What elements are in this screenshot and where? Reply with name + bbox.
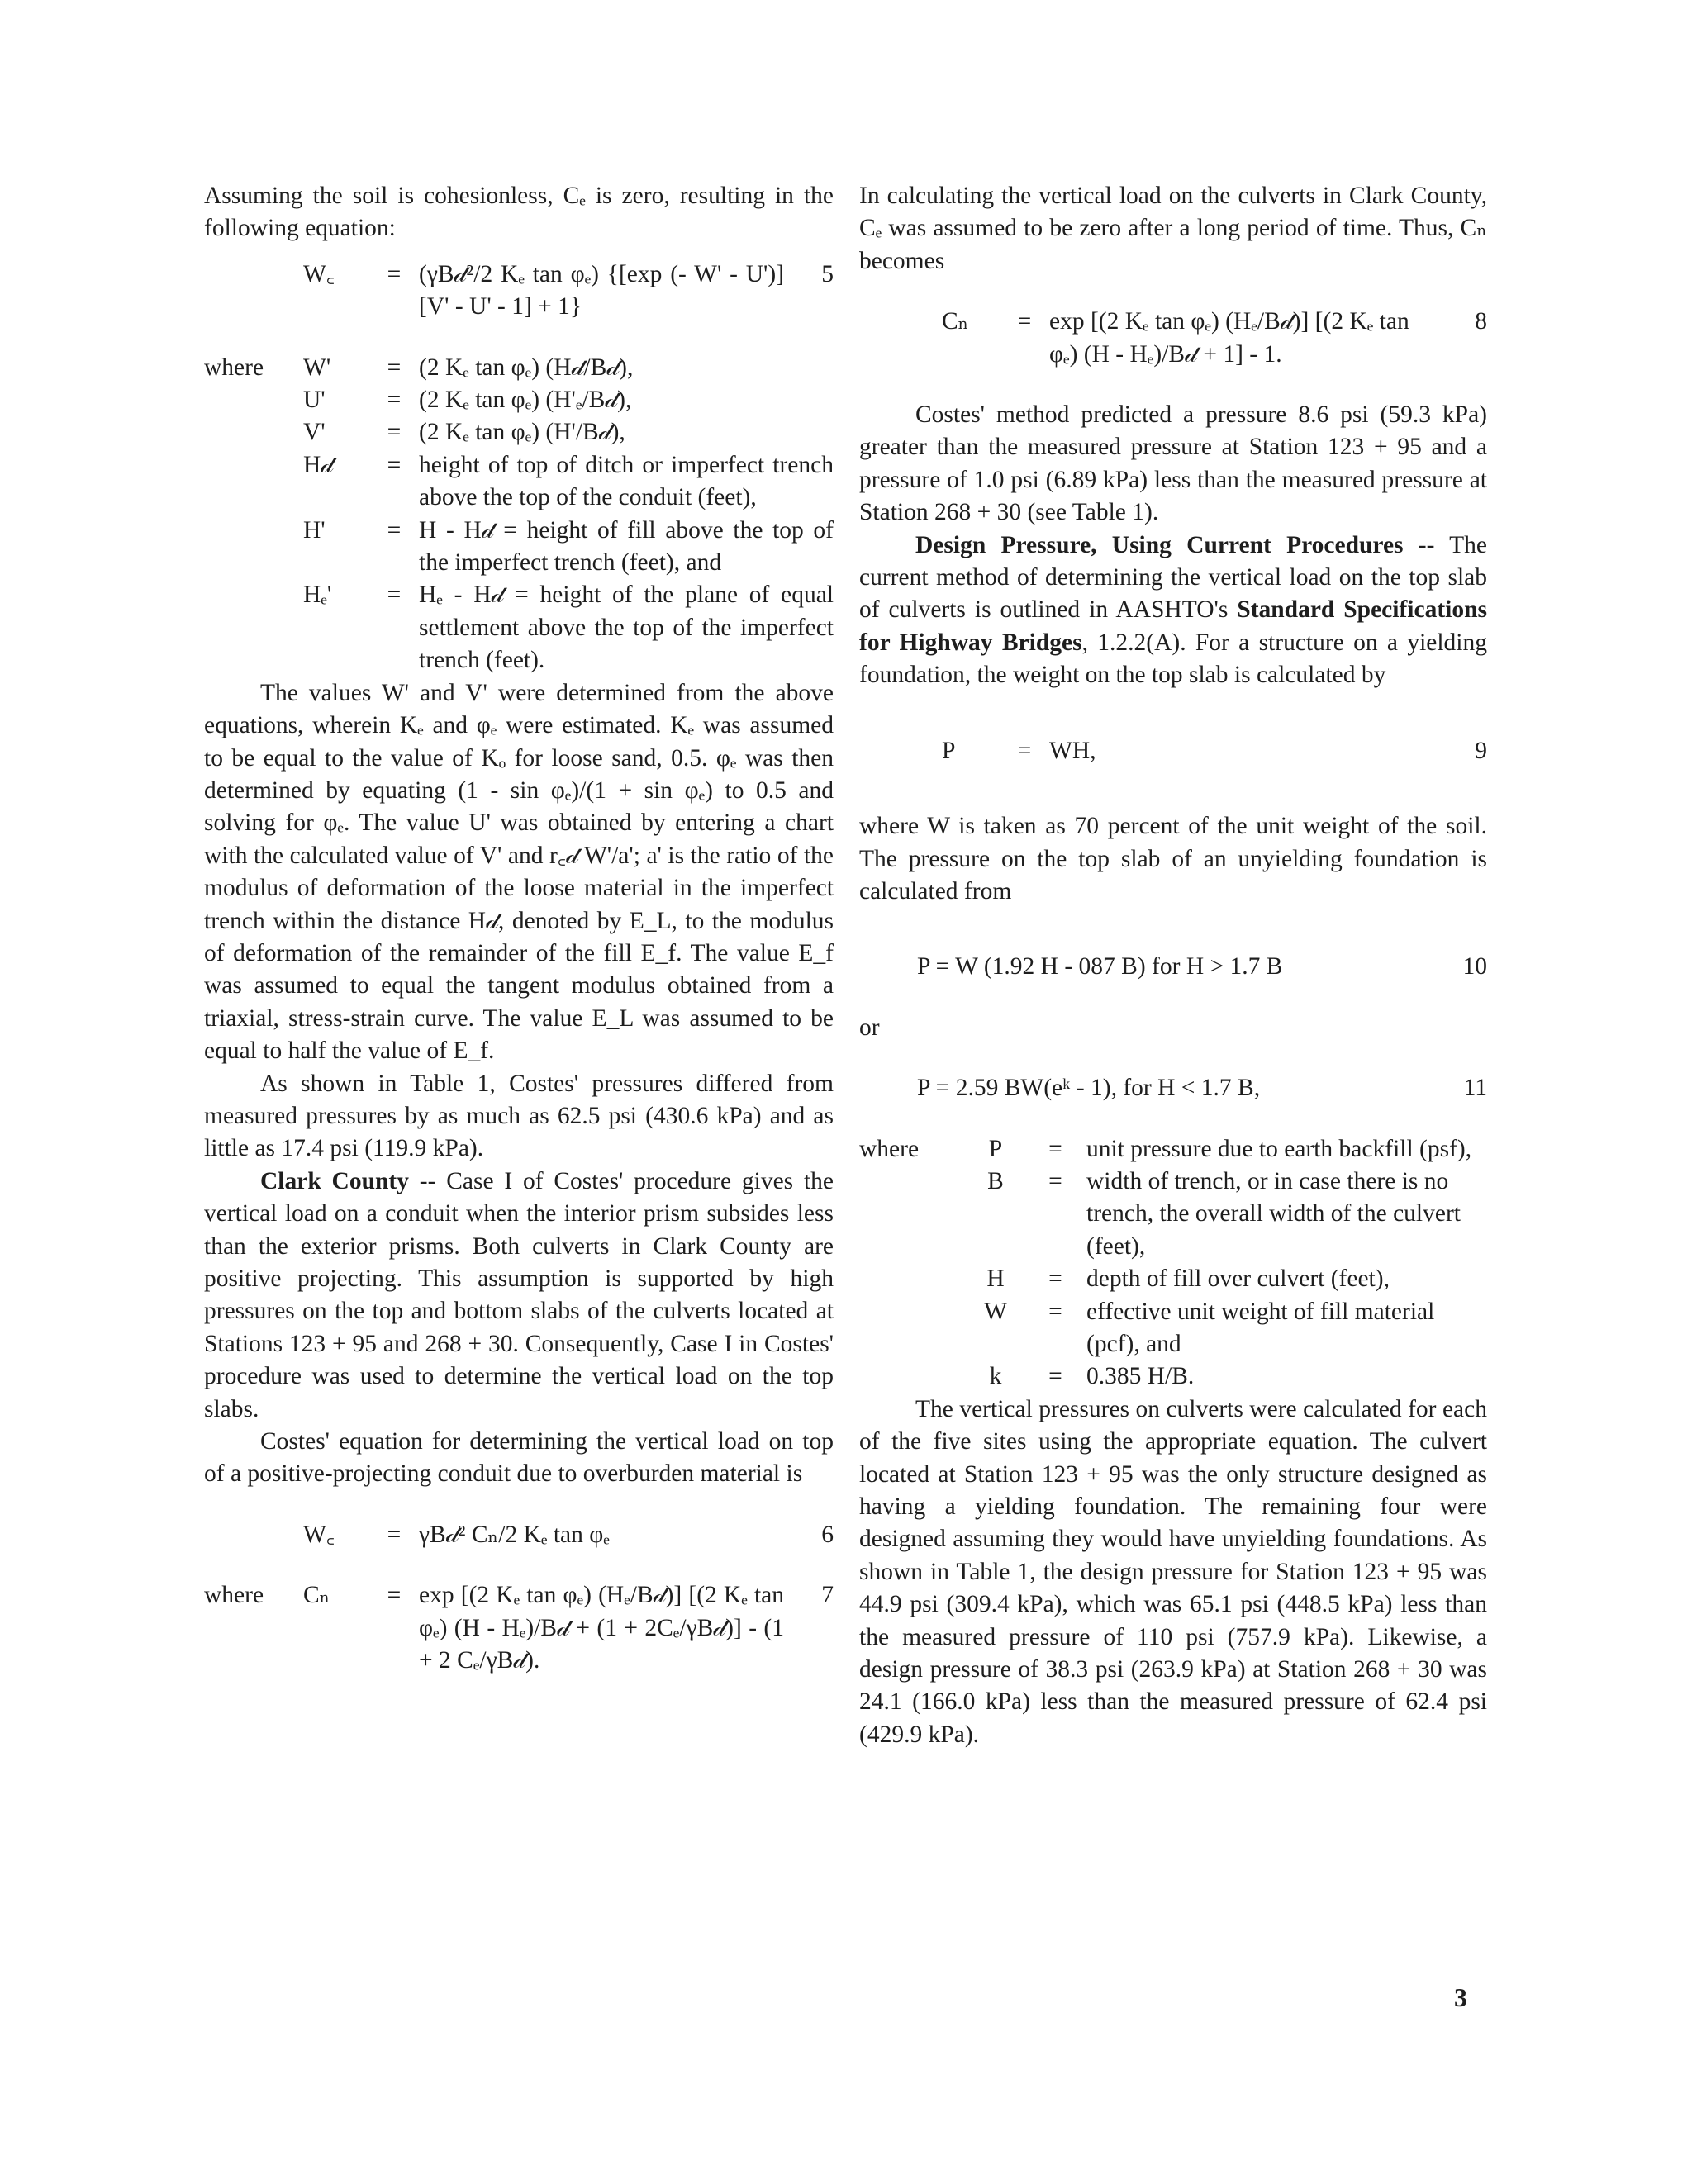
eq7-expression: exp [(2 Kₑ tan φₑ) (Hₑ/B𝒹)] [(2 Kₑ tan φₑ) (H - Hₑ)/B𝒹 + (1 + 2Cₑ/γB𝒹)] - (1 + 2 Cₑ/γB𝒹). (419, 1582, 784, 1674)
paragraph-design-pressure (859, 529, 1487, 692)
def-operator: = (387, 451, 402, 478)
def-symbol: V' (303, 419, 326, 446)
def-operator: = (387, 516, 402, 544)
paragraph-unit-weight: where W is taken as 70 percent of the unit weight of the soil. The pressure on the top slab of an unyielding foundation is calculated from (859, 813, 1487, 904)
def-text: (2 Kₑ tan φₑ) (H'/B𝒹), (419, 419, 625, 446)
def-symbol: H (986, 1265, 1005, 1293)
def-text: depth of fill over culvert (feet), (1086, 1265, 1390, 1293)
eq7-symbol: Cₙ (303, 1582, 330, 1609)
eq6-operator: = (387, 1521, 402, 1548)
paragraph-vertical-pressures: The vertical pressures on culverts were calculated for each of the five sites using the appropriate equation. The culvert located at Station 123 + 95 was the only structure designed as having a yielding foundation. The remaining four were designed assuming they would have unyielding foundations. As shown in Table 1, the design pressure for Station 123 + 95 was 44.9 psi (309.4 kPa), which was 65.1 psi (448.5 kPa) less than the measured pressure of 110 psi (757.9 kPa). Likewise, a design pressure of 38.3 psi (263.9 kPa) at Station 268 + 30 was 24.1 (166.0 kPa) less than the measured pressure of 62.4 psi (429.9 kPa). (859, 1395, 1487, 1748)
or-label: or (859, 1014, 880, 1041)
def-symbol: W (984, 1298, 1007, 1325)
def-text: height of top of ditch or imperfect trench above the top of the conduit (feet), (419, 451, 834, 511)
equation-8 (859, 306, 1487, 371)
equation-6 (204, 1519, 834, 1551)
equation-7 (204, 1579, 834, 1677)
equation-11 (859, 1072, 1487, 1104)
eq9-operator: = (1017, 737, 1032, 764)
def-text: H - H𝒹 = height of fill above the top of the imperfect trench (feet), and (419, 516, 834, 577)
eq11-expression: P = 2.59 BW(eᵏ - 1), for H < 1.7 B, (917, 1075, 1261, 1102)
paragraph-clark-county (204, 1166, 834, 1426)
definition-row (204, 449, 834, 515)
def-operator: = (387, 354, 402, 381)
def-symbol: k (989, 1363, 1002, 1390)
definition-row (204, 515, 834, 580)
paragraph-costes-equation: Costes' equation for determining the vertical load on top of a positive-projecting conduit due to overburden material is (204, 1428, 834, 1488)
definition-row (204, 384, 834, 416)
definition-row (204, 416, 834, 449)
eq6-number: 6 (821, 1521, 834, 1548)
def-text: Hₑ - H𝒹 = height of the plane of equal settlement above the top of the imperfect trench (feet). (419, 582, 834, 674)
def-symbol: U' (303, 387, 326, 414)
def-text: 0.385 H/B. (1086, 1363, 1195, 1390)
definition-row (859, 1360, 1487, 1393)
right-column (859, 180, 1487, 1751)
equation-5 (204, 259, 834, 324)
eq5-operator: = (387, 260, 402, 287)
eq9-number: 9 (1475, 737, 1487, 764)
def-symbol: P (988, 1135, 1003, 1162)
paragraph-values: The values W' and V' were determined from the above equations, wherein Kₑ and φₑ were estimated. Kₑ was assumed to be equal to the value of Kₒ for loose sand, 0.5. φₑ was then determined by equating (1 - sin φₑ)/(1 + sin φₑ) to 0.5 and solving for φₑ. The value U' was obtained by entering a chart with the calculated value of V' and r꜀𝒹 W'/a'; a' is the ratio of the modulus of deformation of the loose material in the imperfect trench within the distance H𝒹, denoted by E_L, to the modulus of deformation of the remainder of the fill E_f. The value E_f was assumed to equal the tangent modulus obtained from a triaxial, stress-strain curve. The value E_L was assumed to be equal to half the value of E_f. (204, 679, 834, 1065)
definition-row (204, 579, 834, 677)
eq5-number: 5 (821, 260, 834, 287)
left-column (204, 180, 834, 1677)
aashto-title: Standard Specifications for Highway Bridges (859, 596, 1487, 656)
design-pressure-text-a: -- The current method of determining the vertical load on the top slab of culverts is outlined in AASHTO's (859, 531, 1487, 624)
def-operator: = (1048, 1363, 1062, 1390)
definitions-list-right (859, 1133, 1487, 1393)
where-label: where (204, 354, 264, 381)
where-label: where (859, 1135, 920, 1162)
eq9-symbol: P (942, 737, 956, 764)
paragraph-costes-pressures: As shown in Table 1, Costes' pressures differed from measured pressures by as much as 62.5 psi (430.6 kPa) and as little as 17.4 psi (119.9 kPa). (204, 1070, 834, 1162)
def-text: effective unit weight of fill material (pcf), and (1086, 1298, 1435, 1357)
eq7-operator: = (387, 1582, 402, 1609)
def-symbol: W' (303, 354, 331, 381)
page-number: 3 (1454, 1982, 1467, 2012)
eq8-number: 8 (1475, 308, 1487, 335)
design-pressure-heading: Design Pressure, Using Current Procedures (915, 531, 1404, 558)
def-symbol: H' (303, 516, 326, 544)
clark-county-heading: Clark County (260, 1167, 409, 1194)
eq7-where-label: where (204, 1582, 264, 1609)
def-text: (2 Kₑ tan φₑ) (H'ₑ/B𝒹), (419, 387, 632, 414)
definition-row (859, 1166, 1487, 1263)
eq8-expression: exp [(2 Kₑ tan φₑ) (Hₑ/B𝒹)] [(2 Kₑ tan φₑ) (H - Hₑ)/B𝒹 + 1] - 1. (1049, 308, 1409, 368)
def-symbol: Hₑ' (303, 582, 332, 609)
def-operator: = (387, 582, 402, 609)
eq9-expression: WH, (1049, 737, 1096, 764)
def-symbol: B (987, 1167, 1004, 1194)
def-operator: = (387, 419, 402, 446)
definition-row (859, 1296, 1487, 1361)
eq11-number: 11 (1463, 1075, 1487, 1102)
paragraph-clark-calc: In calculating the vertical load on the culverts in Clark County, Cₑ was assumed to be zero after a long period of time. Thus, Cₙ becomes (859, 183, 1487, 274)
eq10-number: 10 (1462, 953, 1487, 980)
def-text: width of trench, or in case there is no trench, the overall width of the culvert (feet), (1086, 1167, 1461, 1260)
paragraph-cohesionless: Assuming the soil is cohesionless, Cₑ is zero, resulting in the following equation: (204, 183, 834, 242)
equation-10 (859, 951, 1487, 983)
design-pressure-text-b: , 1.2.2(A). For a structure on a yielding foundation, the weight on the top slab is calculated by (859, 629, 1487, 689)
eq8-symbol: Cₙ (942, 308, 969, 335)
def-operator: = (387, 387, 402, 414)
eq5-symbol: W꜀ (303, 260, 335, 287)
definition-row (204, 352, 834, 384)
def-operator: = (1048, 1298, 1062, 1325)
def-symbol: H𝒹 (303, 451, 334, 478)
eq5-expression: (γB𝒹²/2 Kₑ tan φₑ) {[exp (- W' - U')] [V' - U' - 1] + 1} (419, 260, 784, 320)
eq7-number: 7 (821, 1582, 834, 1609)
definition-row (859, 1133, 1487, 1166)
paragraph-costes-predicted: Costes' method predicted a pressure 8.6 psi (59.3 kPa) greater than the measured pressure at Station 123 + 95 and a pressure of 1.0 psi (6.89 kPa) less than the measured pressure at Station 268 + 30 (see Table 1). (859, 401, 1487, 526)
definition-row (859, 1263, 1487, 1295)
def-operator: = (1048, 1265, 1062, 1293)
def-operator: = (1048, 1167, 1062, 1194)
definitions-list-left (204, 352, 834, 677)
clark-county-text: -- Case I of Costes' procedure gives the vertical load on a conduit when the interior prism subsides less than the exterior prisms. Both culverts in Clark County are positive projecting. This assumption is supported by high pressures on the top and bottom slabs of the culverts located at Stations 123 + 95 and 268 + 30. Consequently, Case I in Costes' procedure was used to determine the vertical load on the top slabs. (204, 1167, 834, 1422)
def-operator: = (1048, 1135, 1062, 1162)
def-text: (2 Kₑ tan φₑ) (H𝒹/B𝒹), (419, 354, 634, 381)
eq10-expression: P = W (1.92 H - 087 B) for H > 1.7 B (917, 953, 1283, 980)
eq8-operator: = (1017, 308, 1032, 335)
def-text: unit pressure due to earth backfill (psf), (1086, 1135, 1472, 1162)
eq6-symbol: W꜀ (303, 1521, 335, 1548)
eq6-expression: γB𝒹² Cₙ/2 Kₑ tan φₑ (419, 1521, 610, 1548)
equation-9 (859, 735, 1487, 767)
